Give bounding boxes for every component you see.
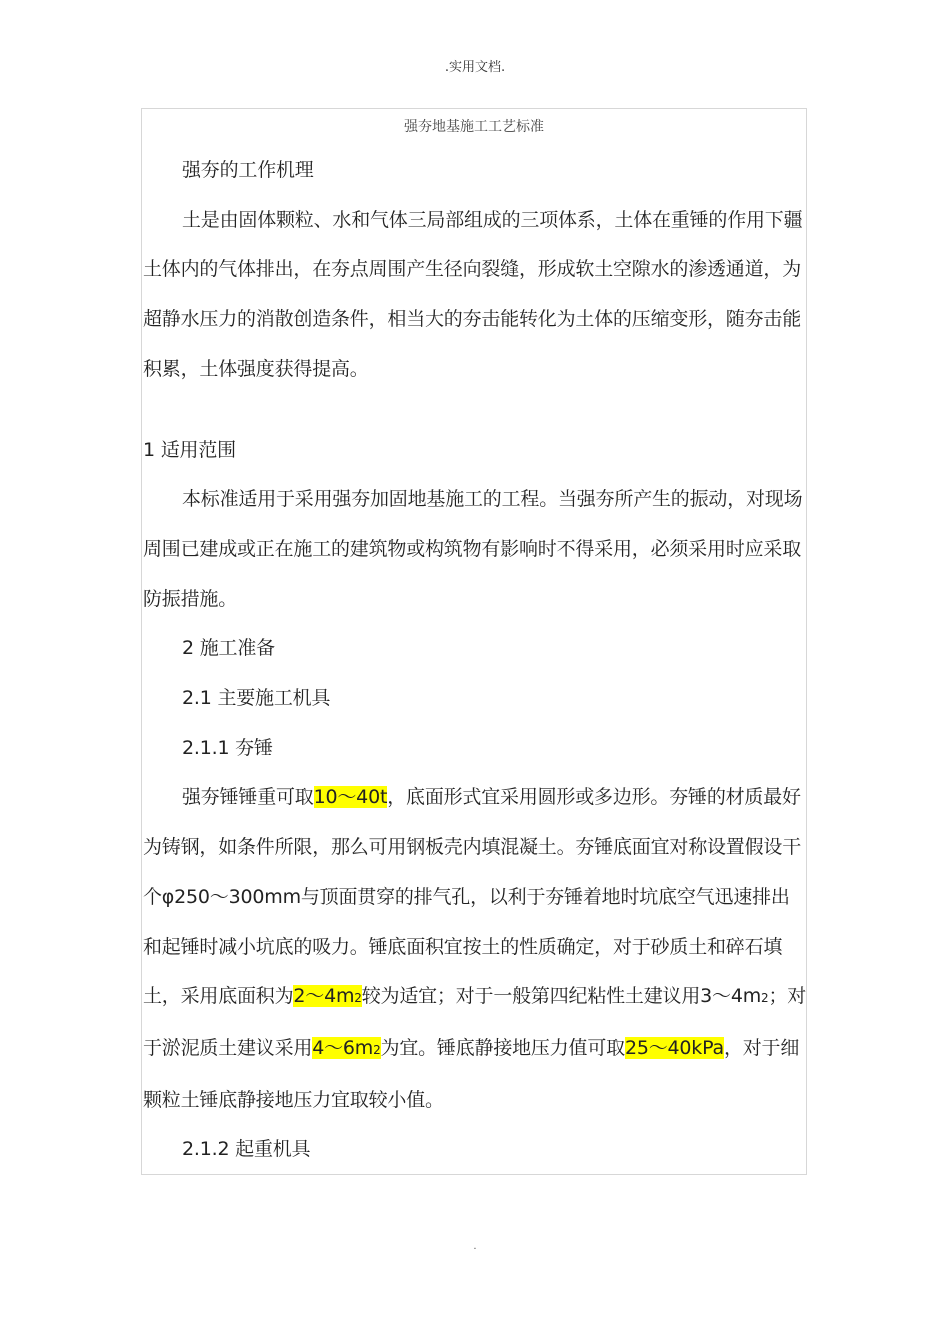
hammer-text-2: ，底面形式宜采用圆形或多边形。夯锤的材质最好为铸钢，如条件所限，那么可用钢板壳内填混凝土。夯锤底面宜对称设置假设干个φ250～300mm与顶面贯穿的排气孔，以利于夯锤着地时坑底空气迅速排出和起锤时减小坑底的吸力。锤底面积宜按土的性质确定，对于砂质土和碎石填土，采用底面积为 — [143, 786, 802, 1008]
hammer-text-4: ；对于淤泥质土建议采用 — [143, 985, 807, 1059]
lifting-heading: 2.1.2 起重机具 — [182, 1138, 311, 1161]
area-unit-subscript: 2 — [761, 991, 769, 1006]
mechanism-paragraph: 土是由固体颗粒、水和气体三局部组成的三项体系，土体在重锤的作用下疆土体内的气体排出，在夯点周围产生径向裂缝，形成软土空隙水的渗透通道，为超静水压力的消散创造条件，相当大的夯击能转化为土体的压缩变形，随夯击能积累，土体强度获得提高。 — [143, 208, 803, 380]
scope-heading: 1 适用范围 — [143, 438, 236, 461]
paragraph-spacer — [143, 395, 808, 426]
hammer-heading: 2.1.1 夯锤 — [182, 736, 273, 759]
highlight-area-sandy-value: 2～4m — [293, 985, 355, 1008]
highlight-hammer-weight: 10～40t — [313, 786, 388, 809]
document-title: 强夯地基施工工艺标准 — [404, 119, 544, 135]
highlight-area-sandy — [293, 985, 361, 1007]
hammer-paragraph — [143, 773, 808, 1125]
hammer-text-3: 较为适宜；对于一般第四纪粘性土建议用3～4m — [361, 985, 762, 1008]
mechanism-heading: 强夯的工作机理 — [182, 159, 314, 181]
page-footer: . — [473, 1241, 477, 1252]
highlight-area-silt-value: 4～6m — [312, 1036, 374, 1059]
scope-paragraph: 本标准适用于采用强夯加固地基施工的工程。当强夯所产生的振动，对现场周围已建成或正在施工的建筑物或构筑物有影响时不得采用，必须采用时应采取防振措施。 — [143, 488, 803, 610]
hammer-text-1: 强夯锤锤重可取 — [182, 786, 314, 809]
document-body — [143, 146, 808, 1175]
area-unit-subscript: 2 — [354, 991, 362, 1006]
tools-heading: 2.1 主要施工机具 — [182, 687, 331, 710]
preparation-heading: 2 施工准备 — [182, 637, 275, 660]
hammer-text-5: 为宜。锤底静接地压力值可取 — [380, 1036, 625, 1059]
area-unit-subscript: 2 — [373, 1042, 381, 1057]
page-header: .实用文档. — [444, 60, 506, 75]
highlight-pressure: 25～40kPa — [624, 1036, 724, 1059]
hammer-text-6: ，对于细颗粒土锤底静接地压力宜取较小值。 — [143, 1036, 800, 1111]
highlight-area-silt — [312, 1037, 380, 1059]
